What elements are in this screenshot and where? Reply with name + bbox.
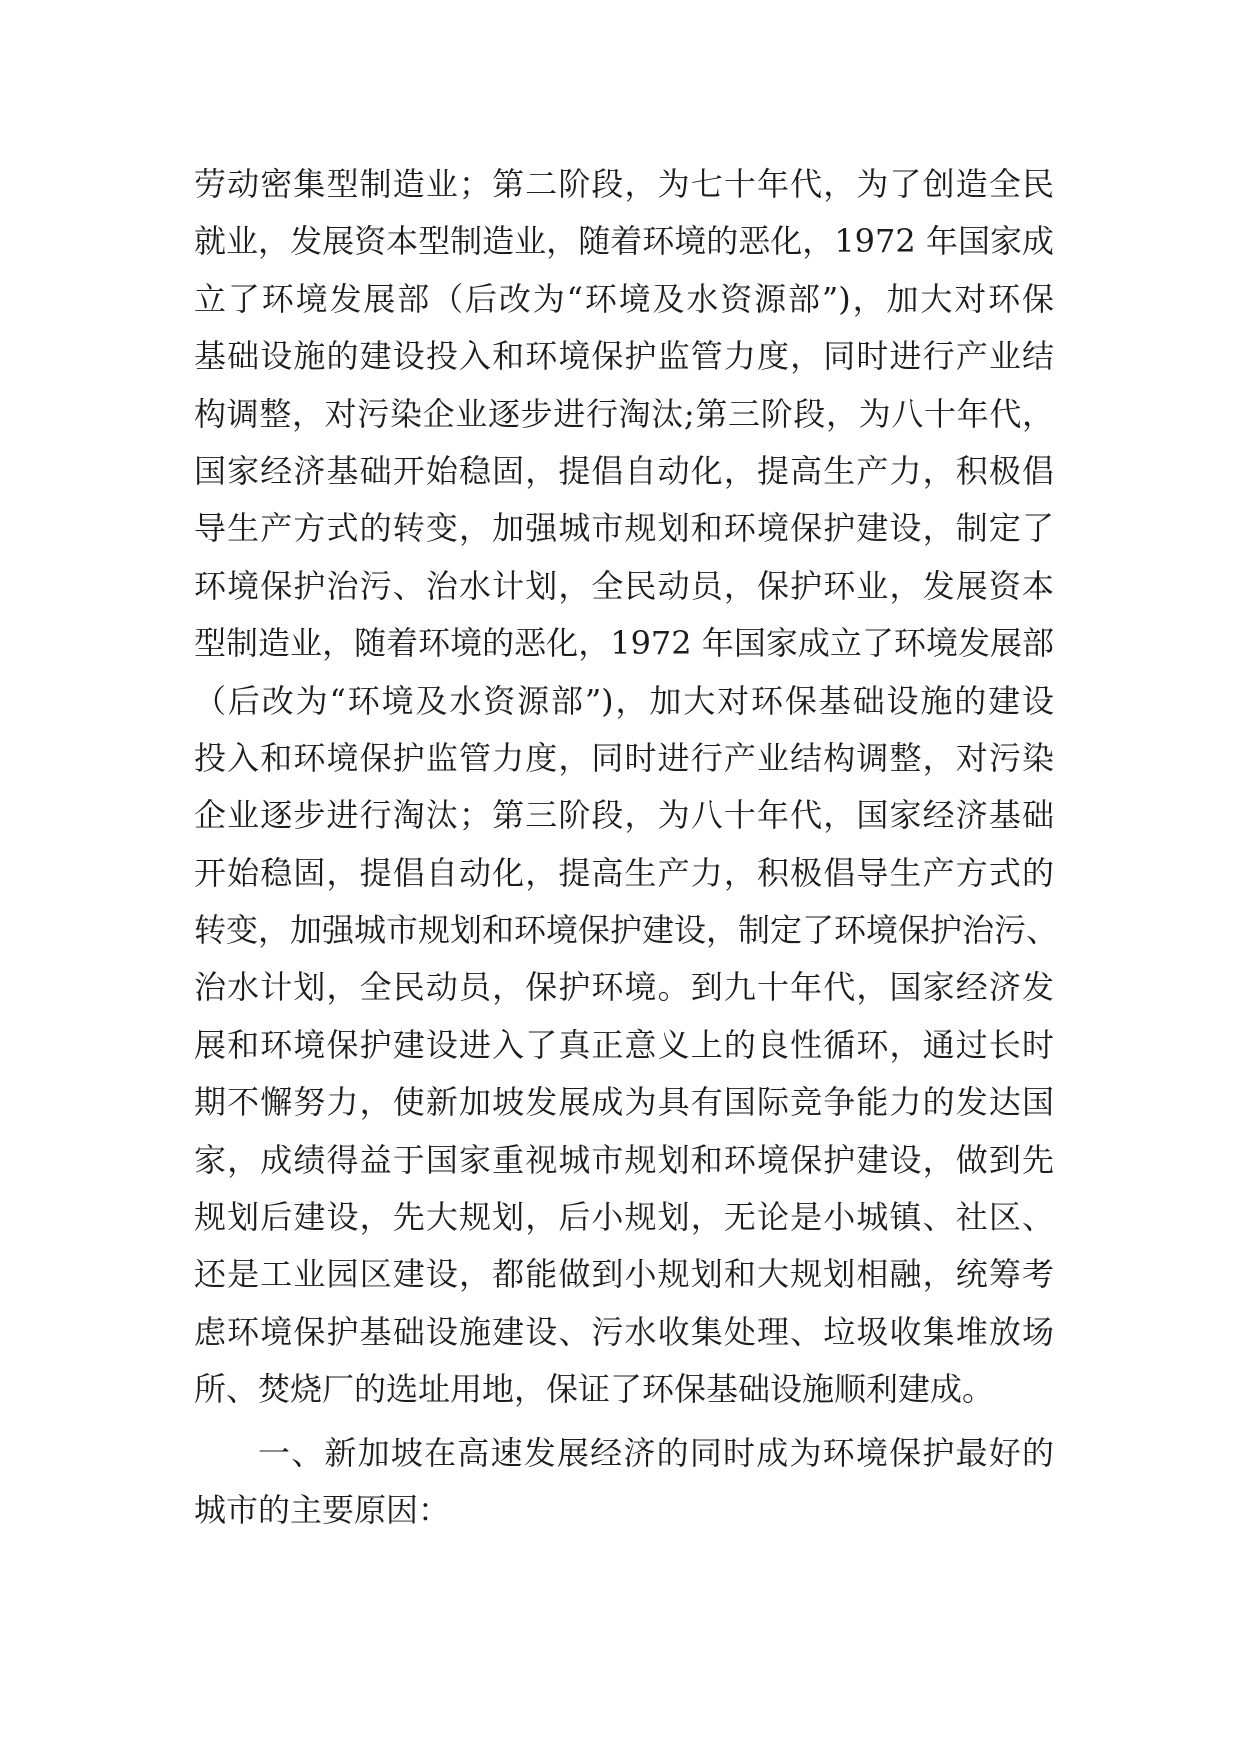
text-line: 转变，加强城市规划和环境保护建设，制定了环境保护治污、 bbox=[194, 911, 1059, 950]
text-line: 所、焚烧厂的选址用地，保证了环保基础设施顺利建成。 bbox=[194, 1370, 995, 1409]
text-line: 期不懈努力，使新加坡发展成为具有国际竞争能力的发达国 bbox=[194, 1083, 1054, 1122]
text-line: 展和环境保护建设进入了真正意义上的良性循环，通过长时 bbox=[194, 1025, 1054, 1064]
text-line: 构调整，对污染企业逐步进行淘汰;第三阶段，为八十年代， bbox=[194, 394, 1054, 433]
section-heading-line: 一、新加坡在高速发展经济的同时成为环境保护最好的 bbox=[258, 1433, 1054, 1472]
text-line: （后改为“环境及水资源部”)，加大对环保基础设施的建设 bbox=[194, 681, 1054, 720]
paragraph-2 bbox=[194, 1425, 1054, 1540]
text-line: 导生产方式的转变，加强城市规划和环境保护建设，制定了 bbox=[194, 509, 1054, 548]
section-heading-line: 城市的主要原因： bbox=[194, 1490, 451, 1529]
text-line: 劳动密集型制造业；第二阶段，为七十年代，为了创造全民 bbox=[194, 165, 1054, 203]
text-line: 规划后建设，先大规划，后小规划，无论是小城镇、社区、 bbox=[194, 1198, 1054, 1237]
text-line: 开始稳固，提倡自动化，提高生产力，积极倡导生产方式的 bbox=[194, 853, 1054, 892]
text-line: 企业逐步进行淘汰；第三阶段，为八十年代，国家经济基础 bbox=[194, 796, 1054, 835]
text-line: 虑环境保护基础设施建设、污水收集处理、垃圾收集堆放场 bbox=[194, 1312, 1054, 1351]
text-line: 立了环境发展部（后改为“环境及水资源部”)，加大对环保 bbox=[194, 279, 1054, 318]
paragraph-1 bbox=[194, 156, 1059, 1419]
text-line: 国家经济基础开始稳固，提倡自动化，提高生产力，积极倡 bbox=[194, 451, 1054, 490]
text-line: 还是工业园区建设，都能做到小规划和大规划相融，统筹考 bbox=[194, 1255, 1054, 1294]
text-line: 就业，发展资本型制造业，随着环境的恶化，1972 年国家成 bbox=[194, 222, 1054, 261]
text-line: 型制造业，随着环境的恶化，1972 年国家成立了环境发展部 bbox=[194, 624, 1054, 663]
text-line: 基础设施的建设投入和环境保护监管力度，同时进行产业结 bbox=[194, 337, 1054, 376]
text-line: 家，成绩得益于国家重视城市规划和环境保护建设，做到先 bbox=[194, 1140, 1054, 1179]
text-line: 投入和环境保护监管力度，同时进行产业结构调整，对污染 bbox=[194, 738, 1054, 777]
text-line: 环境保护治污、治水计划，全民动员，保护环业，发展资本 bbox=[194, 566, 1054, 605]
text-line: 治水计划，全民动员，保护环境。到九十年代，国家经济发 bbox=[194, 968, 1054, 1007]
document-body bbox=[194, 156, 1059, 1539]
